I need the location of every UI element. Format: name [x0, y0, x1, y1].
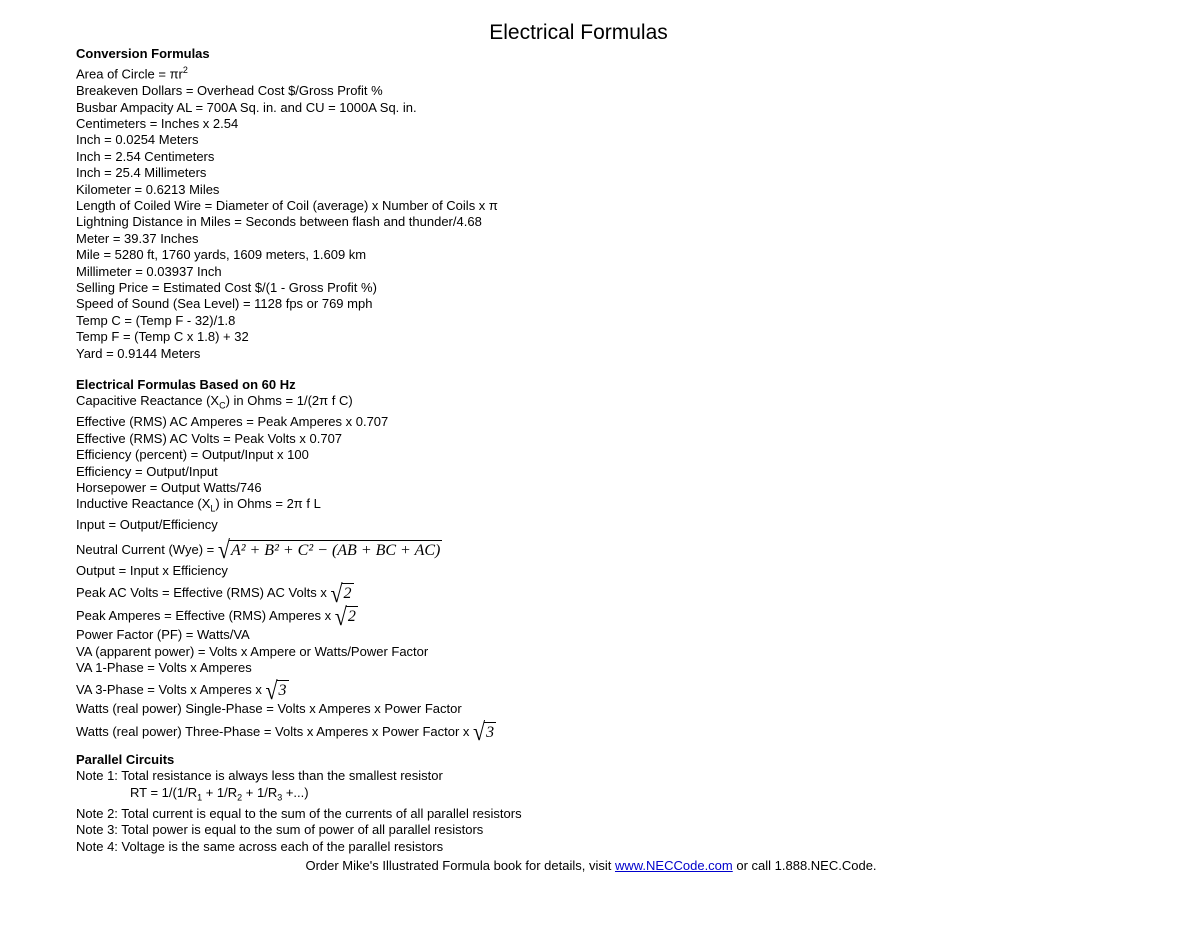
rt-a: RT = 1/(1/R — [130, 784, 198, 800]
electrical-line: Horsepower = Output Watts/746 — [76, 480, 262, 496]
radical-icon: √ — [217, 535, 230, 564]
rt-c: + 1/R — [242, 784, 278, 800]
watts-three — [76, 717, 496, 746]
inductive-reactance — [76, 496, 496, 517]
conversion-line: Selling Price = Estimated Cost $/(1 - Gross Profit %) — [76, 280, 377, 296]
rt-d: +...) — [282, 784, 309, 800]
rt-sub-3: 3 — [277, 792, 283, 803]
note-4: Note 4: Voltage is the same across each of the parallel resistors — [76, 838, 444, 854]
rt-sub-2: 2 — [237, 792, 243, 803]
va-3-phase — [76, 675, 496, 705]
output-line: Output = Input x Efficiency — [76, 562, 228, 578]
conversion-line: Yard = 0.9144 Meters — [76, 345, 201, 361]
rt-b: + 1/R — [202, 784, 238, 800]
va-apparent: VA (apparent power) = Volts x Ampere or Watts/Power Factor — [76, 643, 429, 659]
conversion-line: Breakeven Dollars = Overhead Cost $/Gross Profit % — [76, 83, 383, 99]
rt-formula — [76, 785, 522, 806]
electrical-line: Effective (RMS) AC Amperes = Peak Amperes x 0.707 — [76, 414, 389, 430]
peak-volts — [76, 578, 496, 608]
ind-text-a: Inductive Reactance (X — [76, 496, 211, 512]
conversion-section — [76, 46, 498, 362]
va3-text: VA 3-Phase = Volts x Amperes x — [76, 682, 262, 698]
conversion-line: Millimeter = 0.03937 Inch — [76, 263, 222, 279]
cap-text-a: Capacitive Reactance (X — [76, 393, 220, 409]
footer-text-pre: Order Mike's Illustrated Formula book for details, visit — [305, 858, 615, 873]
footer-text-post: or call 1.888.NEC.Code. — [732, 858, 877, 873]
capacitive-reactance — [76, 393, 496, 414]
sqrt-3-value: 3 — [278, 682, 287, 700]
footer — [0, 858, 1182, 873]
ind-sub: L — [210, 504, 216, 515]
rt-sub-1: 1 — [197, 792, 203, 803]
sqrt-3 — [265, 675, 288, 705]
note-3: Note 3: Total power is equal to the sum of power of all parallel resistors — [76, 822, 484, 838]
sqrt-2-value: 2 — [347, 608, 356, 626]
page-title: Electrical Formulas — [489, 21, 668, 44]
electrical-line: Effective (RMS) AC Volts = Peak Volts x 0.707 — [76, 430, 343, 446]
conversion-line: Temp F = (Temp C x 1.8) + 32 — [76, 329, 249, 345]
sqrt-2 — [334, 601, 358, 631]
radical-icon: √ — [334, 601, 347, 631]
conversion-line: Mile = 5280 ft, 1760 yards, 1609 meters, 1.609 km — [76, 247, 367, 263]
radical-icon: √ — [330, 578, 343, 608]
conversion-line: Inch = 2.54 Centimeters — [76, 148, 215, 164]
input-line: Input = Output/Efficiency — [76, 517, 218, 533]
watts-single: Watts (real power) Single-Phase = Volts x Amperes x Power Factor — [76, 701, 462, 717]
radical-icon: √ — [473, 717, 486, 746]
peak-amps-text: Peak Amperes = Effective (RMS) Amperes x — [76, 608, 332, 624]
conversion-line: Meter = 39.37 Inches — [76, 230, 199, 246]
power-factor: Power Factor (PF) = Watts/VA — [76, 627, 250, 643]
note-1: Note 1: Total resistance is always less than the smallest resistor — [76, 768, 443, 784]
va-1-phase: VA 1-Phase = Volts x Amperes — [76, 660, 252, 676]
electrical-heading: Electrical Formulas Based on 60 Hz — [76, 377, 296, 392]
conversion-line: Centimeters = Inches x 2.54 — [76, 115, 239, 131]
note-2: Note 2: Total current is equal to the sum of the currents of all parallel resistors — [76, 805, 522, 821]
electrical-section — [76, 377, 496, 746]
conversion-line: Busbar Ampacity AL = 700A Sq. in. and CU = 1000A Sq. in. — [76, 99, 417, 115]
neccode-link[interactable]: www.NECCode.com — [614, 858, 733, 873]
conversion-line: Inch = 0.0254 Meters — [76, 132, 199, 148]
conversion-line: Temp C = (Temp F - 32)/1.8 — [76, 312, 236, 328]
area-sup: 2 — [182, 65, 188, 76]
peak-amps — [76, 601, 496, 631]
sqrt-3-value: 3 — [486, 723, 495, 741]
sqrt-2-value: 2 — [343, 585, 352, 603]
w3-text: Watts (real power) Three-Phase = Volts x Amperes x Power Factor x — [76, 723, 470, 739]
cap-sub: C — [219, 401, 226, 411]
conversion-line: Kilometer = 0.6213 Miles — [76, 181, 220, 197]
electrical-line: Efficiency (percent) = Output/Input x 100 — [76, 447, 309, 463]
conversion-line: Lightning Distance in Miles = Seconds between flash and thunder/4.68 — [76, 214, 482, 230]
parallel-section — [76, 752, 522, 855]
sqrt-3 — [473, 717, 496, 746]
peak-volts-text: Peak AC Volts = Effective (RMS) AC Volts x — [76, 585, 327, 601]
neutral-current — [76, 535, 496, 564]
ind-text-b: ) in Ohms = 2π f L — [215, 496, 321, 512]
neutral-expr: A² + B² + C² − (AB + BC + AC) — [230, 541, 441, 559]
conversion-line: Inch = 25.4 Millimeters — [76, 165, 207, 181]
neutral-label: Neutral Current (Wye) = — [76, 541, 215, 557]
sqrt-neutral — [217, 535, 442, 564]
conversion-line: Speed of Sound (Sea Level) = 1128 fps or 769 mph — [76, 296, 373, 312]
conversion-heading: Conversion Formulas — [76, 46, 210, 61]
area-of-circle — [76, 62, 498, 83]
parallel-heading: Parallel Circuits — [76, 752, 175, 767]
electrical-line: Efficiency = Output/Input — [76, 463, 218, 479]
cap-text-b: ) in Ohms = 1/(2π f C) — [225, 393, 353, 409]
radical-icon: √ — [265, 675, 278, 705]
conversion-line: Length of Coiled Wire = Diameter of Coil (average) x Number of Coils x π — [76, 197, 498, 213]
area-text: Area of Circle = πr — [76, 66, 183, 82]
